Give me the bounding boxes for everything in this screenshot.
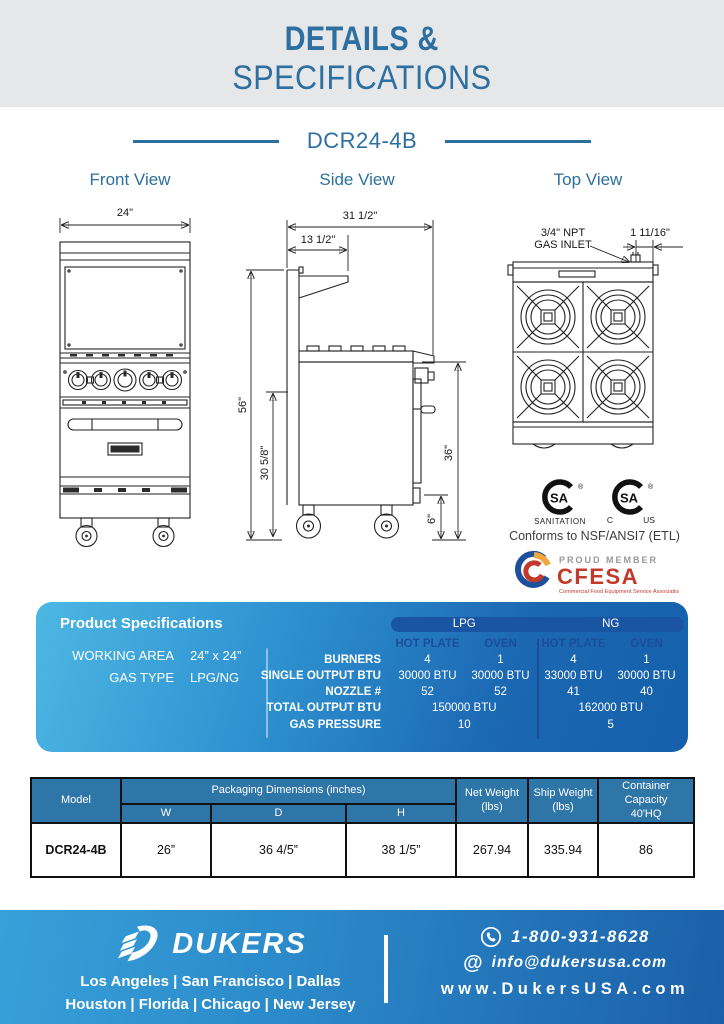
side-view-title: Side View (319, 170, 395, 189)
spec-info-block (52, 644, 241, 688)
side-shelf (299, 276, 348, 298)
page-header (0, 0, 724, 107)
gas-inlet-label-line1: 3/4" NPT (540, 227, 586, 239)
spec-table (236, 612, 684, 746)
email-icon: @ (463, 951, 483, 974)
side-casters (297, 505, 399, 538)
col-h-header: H (346, 804, 456, 823)
front-width-dim: 24" (116, 207, 134, 219)
col-ship-weight-header: Ship Weight (lbs) (528, 778, 598, 823)
spec-subheader-row: HOT PLATE OVEN HOT PLATE OVEN (395, 638, 663, 650)
locations-line1: Los Angeles | San Francisco | Dallas (80, 973, 341, 990)
svg-text:®: ® (647, 484, 653, 491)
svg-text:SANITATION: SANITATION (533, 517, 586, 526)
phone-icon (480, 926, 502, 948)
footer (0, 910, 724, 1024)
conformance-text: Conforms to NSF/ANSI7 (ETL) (509, 529, 680, 543)
model-number: DCR24-4B (306, 128, 418, 153)
oven-door-handle (68, 419, 182, 430)
brand-name: DUKERS (172, 927, 307, 960)
spec-row-single-output: SINGLE OUTPUT BTU 30000 BTU 30000 BTU 33000 BTU 30000 BTU (260, 670, 676, 682)
gas-inlet-fitting (631, 255, 640, 262)
working-area-value: 24” x 24” (190, 647, 242, 663)
side-door-face (413, 379, 421, 483)
spec-row-burners: BURNERS 4 1 4 1 (324, 654, 650, 666)
cell-model: DCR24-4B (31, 823, 121, 877)
col-net-weight-header: Net Weight (lbs) (456, 778, 528, 823)
product-specifications-panel (36, 602, 688, 752)
svg-text:PROUD MEMBER: PROUD MEMBER (558, 555, 658, 565)
side-handle (421, 406, 435, 413)
side-shelf-dim: 13 1/2" (300, 234, 336, 246)
svg-text:US: US (642, 515, 655, 525)
cell-h: 38 1/5” (346, 823, 456, 877)
side-body-height-dim: 30 5/8" (259, 445, 271, 481)
svg-text:CFESA: CFESA (556, 564, 639, 589)
front-casters (76, 518, 174, 547)
side-height-dim: 56" (237, 396, 249, 414)
gas-inlet-label-line2: GAS INLET (534, 239, 592, 251)
side-depth-dim: 31 1/2" (342, 210, 378, 222)
top-view-title: Top View (553, 170, 623, 189)
col-model-header: Model (31, 778, 121, 823)
svg-text:C: C (606, 515, 613, 525)
phone-number[interactable]: 1-800-931-8628 (511, 927, 650, 946)
spec-row-gas-pressure: GAS PRESSURE 10 5 (289, 718, 614, 731)
website-url[interactable]: www.DukersUSA.com (440, 980, 690, 998)
page-title-line1: DETAILS & (284, 20, 440, 58)
control-knobs (64, 369, 186, 391)
side-caster-height-dim: 6" (426, 513, 438, 525)
svg-text:SA: SA (549, 490, 568, 506)
working-area-label: WORKING AREA (72, 647, 174, 663)
ng-header: NG (602, 618, 620, 630)
side-view-drawing (236, 205, 471, 550)
footer-brand-block (58, 922, 363, 1017)
page-title-line2: SPECIFICATIONS (232, 59, 492, 97)
col-d-header: D (211, 804, 346, 823)
col-packaging-group-header: Packaging Dimensions (inches) (121, 778, 456, 804)
cell-d: 36 4/5” (211, 823, 346, 877)
cfesa-logo (511, 550, 679, 596)
packaging-table (30, 777, 695, 878)
csa-us-icon (603, 477, 657, 527)
spec-row-total-output: TOTAL OUTPUT BTU 150000 BTU 162000 BTU (266, 702, 644, 714)
side-cook-height-dim: 36" (443, 444, 455, 462)
cell-container-capacity: 86 (598, 823, 694, 877)
col-container-header: Container Capacity 40'HQ (598, 778, 694, 823)
csa-sanitation-icon (533, 477, 587, 527)
model-rule-left (133, 140, 279, 143)
front-view-title: Front View (89, 170, 171, 189)
email-address[interactable]: info@dukersusa.com (491, 954, 667, 971)
gas-type-value: LPG/NG (190, 669, 240, 685)
model-rule-right (445, 140, 591, 143)
cell-ship-weight: 335.94 (528, 823, 598, 877)
footer-contact-block (424, 924, 706, 999)
locations-line2: Houston | Florida | Chicago | New Jersey (65, 996, 356, 1014)
col-w-header: W (121, 804, 211, 823)
svg-text:Commercial Food Equipment Serv: Commercial Food Equipment Service Association (558, 589, 679, 595)
cell-w: 26” (121, 823, 211, 877)
model-title-row (0, 128, 724, 154)
lpg-header: LPG (452, 618, 476, 630)
front-view-drawing (52, 205, 218, 550)
cell-net-weight: 267.94 (456, 823, 528, 877)
packaging-data-row (31, 823, 694, 877)
footer-divider (384, 935, 388, 1003)
gas-type-label: GAS TYPE (109, 669, 174, 685)
gas-group-header (391, 617, 684, 632)
certifications-block (487, 477, 702, 601)
svg-text:®: ® (577, 484, 583, 491)
dukers-logo-icon (114, 921, 162, 967)
svg-text:SA: SA (619, 490, 638, 506)
spec-panel-title: Product Specifications (60, 615, 223, 632)
inlet-offset-dim: 1 11/16" (630, 227, 670, 239)
spec-row-nozzle: NOZZLE # 52 52 41 40 (325, 686, 653, 698)
top-view-drawing (486, 224, 701, 464)
